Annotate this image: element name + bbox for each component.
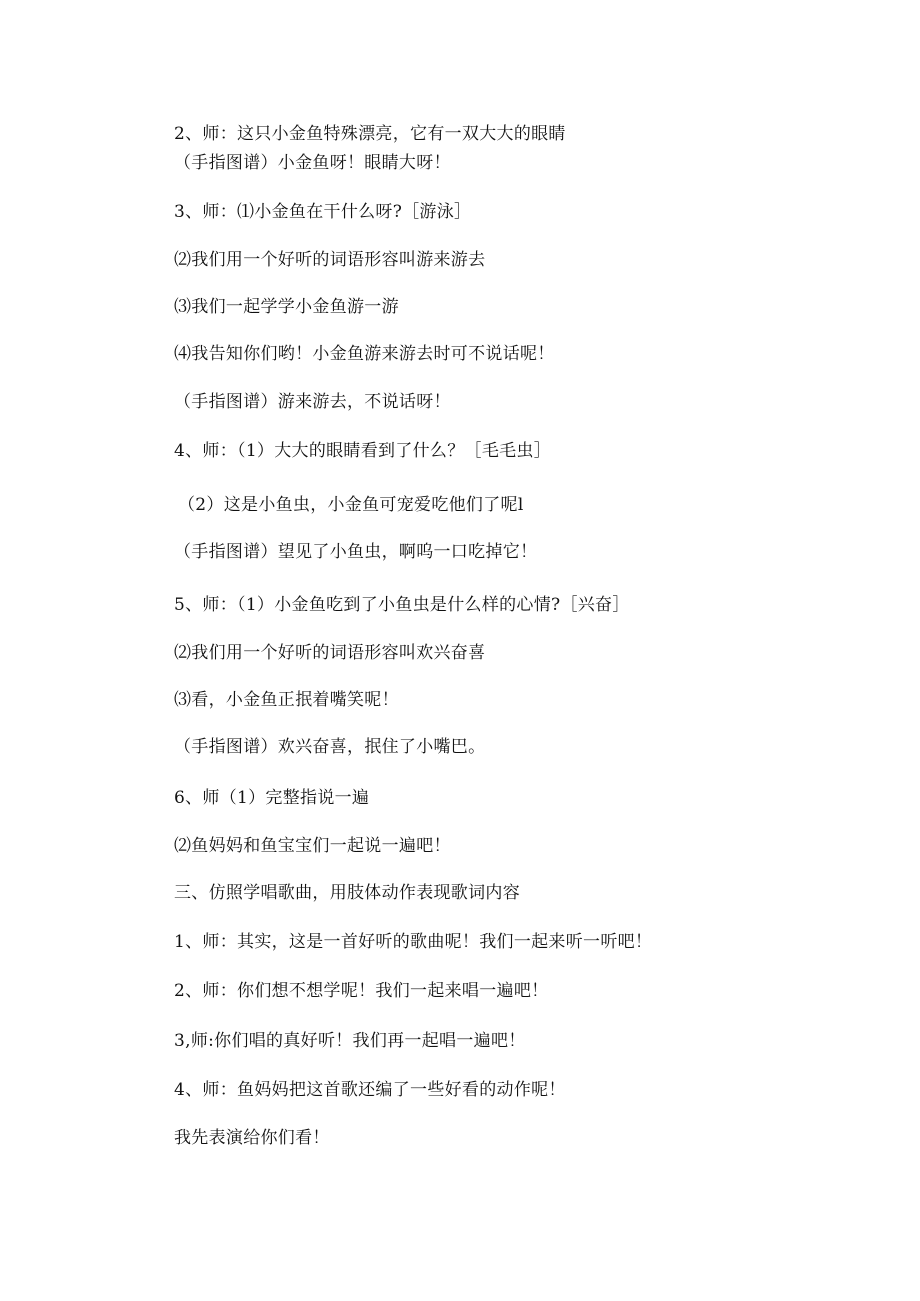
text-line: （2）这是小鱼虫，小金鱼可宠爱吃他们了呢l <box>178 495 524 515</box>
text-line: （手指图谱）望见了小鱼虫，啊呜一口吃掉它！ <box>174 542 538 562</box>
text-line: ⑵我们用一个好听的词语形容叫游来游去 <box>174 250 486 270</box>
text-line: 6、师（1）完整指说一遍 <box>174 788 370 808</box>
text-line: 2、师：你们想不想学呢！我们一起来唱一遍吧！ <box>174 981 549 1001</box>
text-line: ⑶我们一起学学小金鱼游一游 <box>174 297 399 317</box>
text-line: （手指图谱）小金鱼呀！眼睛大呀！ <box>174 153 451 173</box>
text-line: ⑵我们用一个好听的词语形容叫欢兴奋喜 <box>174 643 486 663</box>
text-line: ⑷我告知你们哟！小金鱼游来游去时可不说话呢！ <box>174 344 555 364</box>
text-line: 1、师：其实，这是一首好听的歌曲呢！我们一起来听一听吧！ <box>174 932 653 952</box>
text-line: 2、师：这只小金鱼特殊漂亮，它有一双大大的眼睛 <box>174 124 566 144</box>
text-line: 4、师：（1）大大的眼睛看到了什么？［毛毛虫］ <box>174 441 552 461</box>
section-heading: 三、仿照学唱歌曲，用肢体动作表现歌词内容 <box>174 883 520 903</box>
text-line: ⑵鱼妈妈和鱼宝宝们一起说一遍吧！ <box>174 836 451 856</box>
text-line: ⑶看，小金鱼正抿着嘴笑呢！ <box>174 690 399 710</box>
text-line: 我先表演给你们看！ <box>174 1128 330 1148</box>
text-line: 5、师：（1）小金鱼吃到了小鱼虫是什么样的心情?［兴奋］ <box>174 595 630 615</box>
text-line: 3,师:你们唱的真好听！我们再一起唱一遍吧！ <box>174 1031 526 1051</box>
text-line: 3、师：⑴小金鱼在干什么呀?［游泳］ <box>174 202 472 222</box>
text-line: 4、师：鱼妈妈把这首歌还编了一些好看的动作呢！ <box>174 1080 566 1100</box>
text-line: （手指图谱）欢兴奋喜，抿住了小嘴巴。 <box>174 737 486 757</box>
text-line: （手指图谱）游来游去，不说话呀！ <box>174 392 451 412</box>
